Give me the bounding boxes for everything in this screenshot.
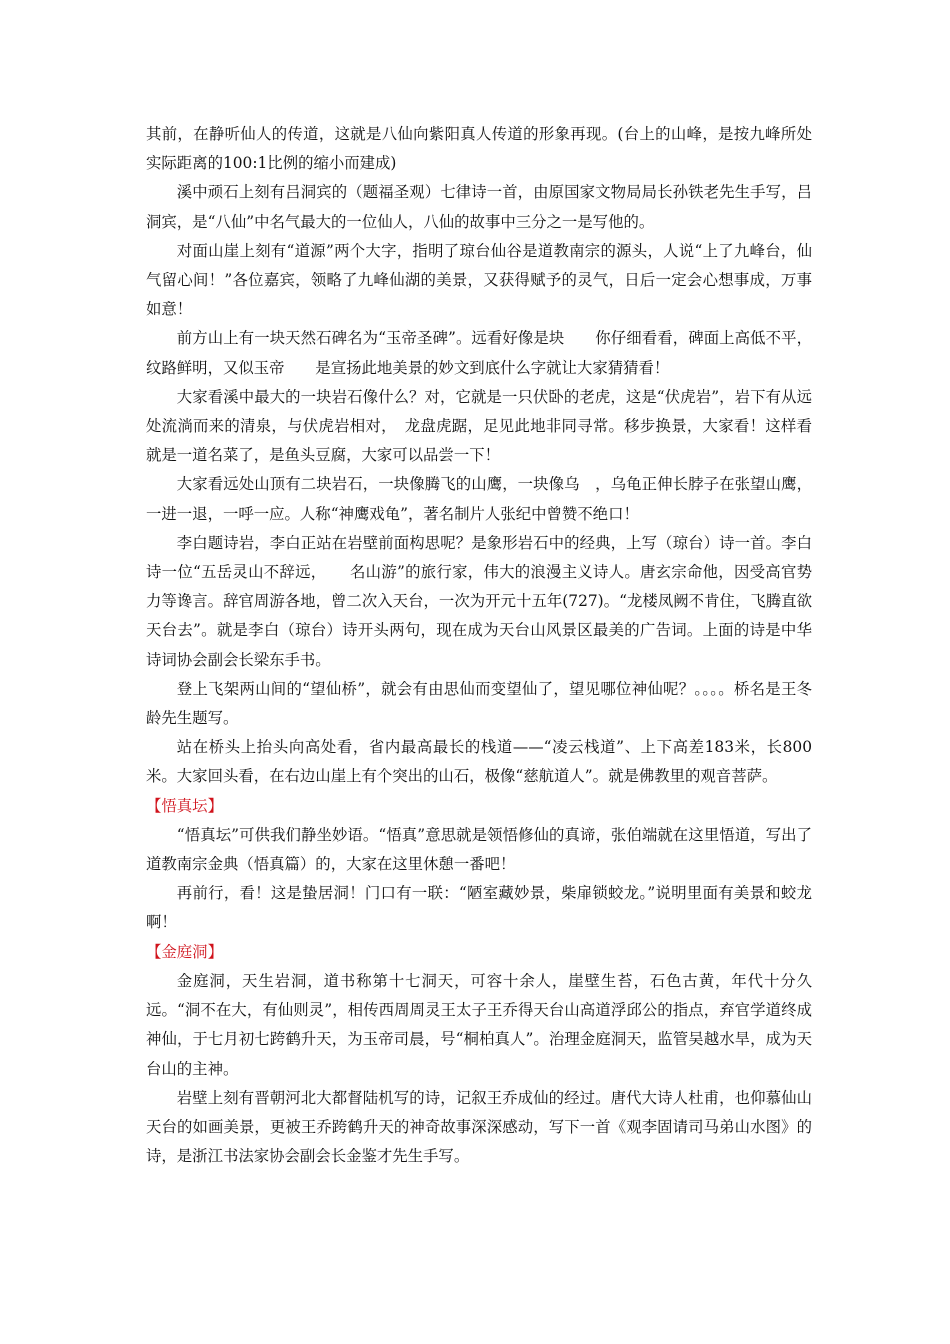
section-heading-jintingdong: 【金庭洞】 bbox=[146, 942, 223, 961]
paragraph-wangxian-bridge: 登上飞架两山间的“望仙桥”，就会有由思仙而变望仙了，望见哪位神仙呢？。。。。桥名是王冬龄先生题写。 bbox=[146, 679, 812, 728]
section-heading-wuzhentan: 【悟真坛】 bbox=[146, 796, 223, 815]
paragraph-lingyun-plankway: 站在桥头上抬头向高处看，省内最高最长的栈道——“凌云栈道”、上下高差183米，长800米。大家回头看，在右边山崖上有个突出的山石，极像“慈航道人”。就是佛教里的观音菩萨。 bbox=[146, 738, 812, 786]
paragraph-daoyuan: 对面山崖上刻有“道源”两个大字，指明了琼台仙谷是道教南宗的源头，人说“上了九峰台，仙气留心间！”各位嘉宾，领略了九峰仙湖的美景，又获得赋予的灵气，日后一定会心想事成，万事如意！ bbox=[146, 241, 812, 319]
document-page bbox=[146, 120, 812, 1171]
paragraph-jintingdong: 金庭洞，天生岩洞，道书称第十七洞天，可容十余人，崖壁生苔，石色古黄，年代十分久远。“洞不在大，有仙则灵”，相传西周周灵王太子王乔得天台山高道浮邱公的指点，弃官学道终成神仙，于七月初七跨鹤升天，为玉帝司晨，号“桐柏真人”。治理金庭洞天，监管吴越水旱，成为天台山的主神。 bbox=[146, 971, 812, 1078]
paragraph-zheju-cave: 再前行，看！这是蛰居洞！门口有一联：“陋室藏妙景，柴扉锁蛟龙。”说明里面有美景和蛟龙啊！ bbox=[146, 884, 812, 932]
paragraph-lu-ji-poem: 岩壁上刻有晋朝河北大都督陆机写的诗，记叙王乔成仙的经过。唐代大诗人杜甫，也仰慕仙山天台的如画美景，更被王乔跨鹤升天的神奇故事深深感动，写下一首《观李固请司马弟山水图》的诗，是浙江书法家协会副会长金鉴才先生手写。 bbox=[146, 1088, 812, 1166]
paragraph-fuhu-rock: 大家看溪中最大的一块岩石像什么？对，它就是一只伏卧的老虎，这是“伏虎岩”，岩下有从远处流淌而来的清泉，与伏虎岩相对， 龙盘虎踞，足见此地非同寻常。移步换景，大家看！这样看就是一道名菜了，是鱼头豆腐，大家可以品尝一下！ bbox=[146, 387, 812, 465]
paragraph-1: 其前，在静听仙人的传道，这就是八仙向紫阳真人传道的形象再现。(台上的山峰，是按九峰所处实际距离的100:1比例的缩小而建成) bbox=[146, 125, 812, 173]
paragraph-wuzhentan: “悟真坛”可供我们静坐妙语。“悟真”意思就是领悟修仙的真谛，张伯端就在这里悟道，写出了道教南宗金典（悟真篇）的，大家在这里休憩一番吧！ bbox=[146, 825, 812, 874]
paragraph-lv-dongbin-poem: 溪中顽石上刻有吕洞宾的（题福圣观）七律诗一首，由原国家文物局局长孙铁老先生手写，吕洞宾，是“八仙”中名气最大的一位仙人，八仙的故事中三分之一是写他的。 bbox=[146, 183, 812, 231]
paragraph-shenying-xigui: 大家看远处山顶有二块岩石，一块像腾飞的山鹰，一块像乌 ，乌龟正伸长脖子在张望山鹰，一进一退，一呼一应。人称“神鹰戏龟”，著名制片人张纪中曾赞不绝口！ bbox=[146, 475, 812, 523]
paragraph-yudi-stele: 前方山上有一块天然石碑名为“玉帝圣碑”。远看好像是块 你仔细看看，碑面上高低不平，纹路鲜明，又似玉帝 是宣扬此地美景的妙文到底什么字就让大家猜猜看！ bbox=[146, 329, 812, 377]
paragraph-libai-rock: 李白题诗岩，李白正站在岩壁前面构思呢？是象形岩石中的经典，上写（琼台）诗一首。李白诗一位“五岳灵山不辞远， 名山游”的旅行家，伟大的浪漫主义诗人。唐玄宗命他，因受高官势力等谗言。辞官周游各地，曾二次入天台，一次为开元十五年(727)。“龙楼凤阙不肯住，飞腾直欲天台去”。就是李白（琼台）诗开头两句，现在成为天台山风景区最美的广告词。上面的诗是中华诗词协会副会长梁东手书。 bbox=[146, 533, 812, 669]
